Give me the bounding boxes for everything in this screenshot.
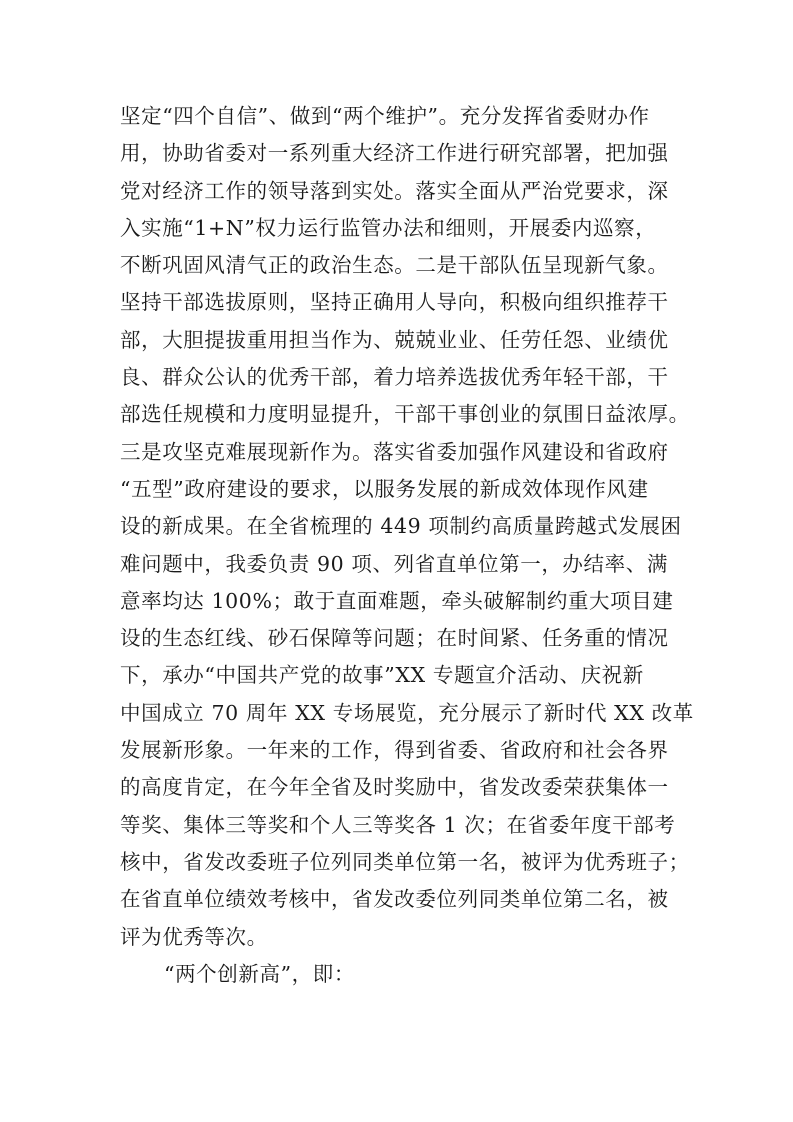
- text-line: 发展新形象。一年来的工作，得到省委、省政府和社会各界: [120, 738, 669, 763]
- text-line: 下，承办“中国共产党的故事”XX 专题宣介活动、庆祝新: [120, 663, 644, 688]
- text-line: 中国成立 70 周年 XX 专场展览，充分展示了新时代 XX 改革: [120, 700, 694, 725]
- text-line: 用，协助省委对一系列重大经济工作进行研究部署，把加强: [120, 141, 669, 166]
- text-line: “两个创新高”，即：: [164, 961, 355, 986]
- text-line: 党对经济工作的领导落到实处。落实全面从严治党要求，深: [120, 178, 669, 203]
- document-body: [120, 98, 694, 993]
- text-line: 在省直单位绩效考核中，省发改委位列同类单位第二名，被: [120, 887, 669, 912]
- text-line: 部选任规模和力度明显提升，干部干事创业的氛围日益浓厚。: [120, 402, 690, 427]
- text-line: 评为优秀等次。: [120, 924, 268, 949]
- text-line: 坚定“四个自信”、做到“两个维护”。充分发挥省委财办作: [120, 104, 650, 128]
- text-line: 核中，省发改委班子位列同类单位第一名，被评为优秀班子；: [120, 849, 690, 874]
- text-line: “五型”政府建设的要求，以服务发展的新成效体现作风建: [120, 476, 649, 501]
- text-line: 等奖、集体三等奖和个人三等奖各 1 次；在省委年度干部考: [120, 812, 676, 837]
- text-line: 不断巩固风清气正的政治生态。二是干部队伍呈现新气象。: [120, 253, 669, 278]
- text-line: 良、群众公认的优秀干部，着力培养选拔优秀年轻干部，干: [120, 365, 669, 390]
- text-line: 坚持干部选拔原则，坚持正确用人导向，积极向组织推荐干: [120, 290, 669, 315]
- text-line: 设的生态红线、砂石保障等问题；在时间紧、任务重的情况: [120, 626, 669, 651]
- text-line: 意率均达 100%；敢于直面难题，牵头破解制约重大项目建: [120, 588, 674, 613]
- text-line: 难问题中，我委负责 90 项、列省直单位第一，办结率、满: [120, 551, 668, 576]
- text-line: 的高度肯定，在今年全省及时奖励中，省发改委荣获集体一: [120, 775, 669, 800]
- text-line: 部，大胆提拔重用担当作为、兢兢业业、任劳任怨、业绩优: [120, 327, 669, 352]
- text-line: 设的新成果。在全省梳理的 449 项制约高质量跨越式发展困: [120, 514, 682, 539]
- paragraph-two-new-highs: [120, 956, 686, 993]
- text-line: 三是攻坚克难展现新作为。落实省委加强作风建设和省政府: [120, 439, 669, 464]
- text-line: 入实施“1+N”权力运行监管办法和细则，开展委内巡察，: [120, 215, 657, 240]
- paragraph-main: [120, 98, 694, 956]
